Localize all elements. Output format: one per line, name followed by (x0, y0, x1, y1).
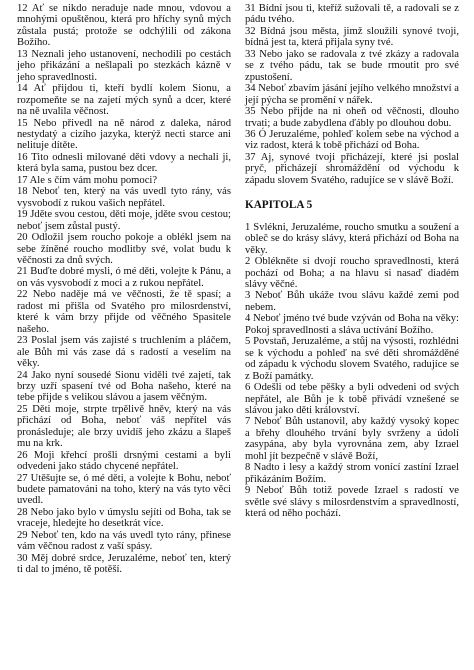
verse-paragraph: 32 Bídná jsou města, jimž sloužili synové tvoji, bídná jest ta, která přijala syny tvé. (245, 25, 459, 49)
verse-paragraph: 2 Oblékněte si dvojí roucho spravedlnosti, která pochází od Boha; a na hlavu si nasaď diadém slávy věčné. (245, 256, 459, 290)
verse-paragraph: 4 Neboť jméno tvé bude vzýván od Boha na věky: Pokoj spravedlnosti a sláva uctívání Božího. (245, 313, 459, 336)
verse-paragraph: 3 Neboť Bůh ukáže tvou slávu každé zemi pod nebem. (245, 290, 459, 313)
verse-paragraph: 6 Odešli od tebe pěšky a byli odvedeni od svých nepřátel, ale Bůh je k tobě přivádí vznešené se slávou jako děti království. (245, 382, 459, 416)
verse-paragraph: 15 Nebo přivedl na ně národ z daleka, národ nestydatý a cizího jazyka, kterýž necti starce ani nelituje dítěte. (17, 117, 231, 152)
verse-paragraph: 27 Utěšujte se, ó mé děti, a volejte k Bohu, neboť budete pamatováni na toho, který na vás tyto věci uvedl. (17, 472, 231, 507)
verse-paragraph: 20 Odložil jsem roucho pokoje a oblékl jsem na sebe žíněné roucho modlitby své, volat budu k věčnosti za dnů svých. (17, 232, 231, 266)
verse-paragraph: 14 Ať přijdou ti, kteří bydlí kolem Sionu, a rozpomeňte se na zajetí mých synů a dcer, které na ně uvalila věčnost. (17, 83, 231, 118)
verse-paragraph: 34 Neboť zbavím jásání jejího velkého množství a její pýcha se promění v nářek. (245, 83, 459, 106)
verse-paragraph: 25 Děti moje, strpte trpělivě hněv, který na vás přichází od Boha, neboť váš nepřítel vás pronásleduje; ale brzy uvidíš jeho zkázu a šlapeš mu na krk. (17, 403, 231, 450)
verse-paragraph: 26 Moji křehcí prošli drsnými cestami a byli odvedeni jako stádo chycené nepřátel. (17, 449, 231, 473)
verse-paragraph: 28 Nebo jako bylo v úmyslu sejíti od Boha, tak se vraceje, hledejte ho desetkrát více. (17, 506, 231, 530)
verse-paragraph: 9 Neboť Bůh totiž povede Izrael s radostí ve světle své slávy s milosrdenstvím a spravedlností, která od něho pochází. (245, 485, 459, 520)
verse-paragraph: 24 Jako nyní sousedé Sionu viděli tvé zajetí, tak brzy uzří spasení tvé od Boha našeho, které na tebe přijde s velikou slávou a jasem věčným. (17, 369, 231, 404)
verse-paragraph: 23 Poslal jsem vás zajisté s truchlením a pláčem, ale Bůh mi vás zase dá s radostí a veselím na věky. (17, 335, 231, 370)
verse-paragraph: 31 Bídní jsou ti, kteříž sužovali tě, a radovali se z pádu tvého. (245, 3, 459, 26)
verse-paragraph: 19 Jděte svou cestou, děti moje, jděte svou cestou; neboť jsem zůstal pustý. (17, 209, 231, 232)
verse-paragraph: 5 Povstaň, Jeruzaléme, a stůj na výsosti, rozhlédni se k východu a pohleď na své děti shromážděné od západu k východu slovem Svatého, radujíce se z Boží památky. (245, 336, 459, 382)
verse-paragraph: 37 Aj, synové tvoji přicházejí, které jsi poslal pryč, přicházejí shromáždění od východu k západu slovem Svatého, radujíce se v slávě Boží. (245, 151, 459, 186)
right-text-column (245, 3, 459, 519)
verse-paragraph: 22 Nebo naděje má ve věčnosti, že tě spasí; a radost mi přišla od Svatého pro milosrdenství, které k vám brzy přijde od věčného Spasitele našeho. (17, 289, 231, 335)
verse-paragraph: 13 Neznali jeho ustanovení, nechodili po cestách jeho přikázání a nešlapali po stezkách kázně v jeho spravedlnosti. (17, 48, 231, 83)
verse-paragraph: 35 Nebo přijde na ni oheň od věčnosti, dlouho trvati; a bude zabydlena ďábly po dlouhou dobu. (245, 106, 459, 129)
verse-paragraph: 33 Nebo jako se radovala z tvé zkázy a radovala se z tvého pádu, tak se bude rmoutit pro své zpustošení. (245, 48, 459, 83)
verse-paragraph: 17 Ale s čím vám mohu pomoci? (17, 174, 158, 186)
verse-paragraph: 8 Nadto i lesy a každý strom vonící zastíní Izrael přikázáním Božím. (245, 462, 459, 485)
verse-paragraph: 7 Neboť Bůh ustanovil, aby každý vysoký kopec a břehy dlouhého trvání byly svrženy a údolí zasypána, aby byla vyrovnána zem, aby Izrael mohl jít bezpečně v slávě Boží, (245, 416, 459, 462)
verse-paragraph: 30 Měj dobré srdce, Jeruzaléme, neboť ten, který ti dal to jméno, tě potěší. (17, 552, 231, 576)
verse-paragraph: 16 Tito odnesli milované děti vdovy a nechali ji, která byla sama, pustou bez dcer. (17, 151, 231, 175)
verse-paragraph: 21 Buďte dobré mysli, ó mé děti, volejte k Pánu, a on vás vysvobodí z moci a z rukou nepřátel. (17, 266, 231, 289)
verse-paragraph: 36 Ó Jeruzaléme, pohleď kolem sebe na východ a viz radost, která k tobě přichází od Boha. (245, 128, 459, 152)
chapter-heading: KAPITOLA 5 (245, 199, 313, 212)
verse-paragraph: 12 Ať se nikdo neraduje nade mnou, vdovou a mnohými opuštěnou, která pro hříchy synů mých zůstala pustá; protože se odchýlili od zákona Božího. (17, 3, 231, 49)
left-text-column (17, 3, 231, 576)
verse-paragraph: 18 Neboť ten, který na vás uvedl tyto rány, vás vysvobodí z rukou vašich nepřátel. (17, 186, 231, 209)
right-column-verses-bottom (245, 222, 459, 520)
verse-paragraph: 29 Neboť ten, kdo na vás uvedl tyto rány, přinese vám věčnou radost z vaší spásy. (17, 529, 231, 553)
verse-paragraph: 1 Svlékni, Jeruzaléme, roucho smutku a soužení a obleč se do krásy slávy, která přichází od Boha na věky. (245, 221, 459, 256)
right-column-verses-top (245, 3, 459, 186)
